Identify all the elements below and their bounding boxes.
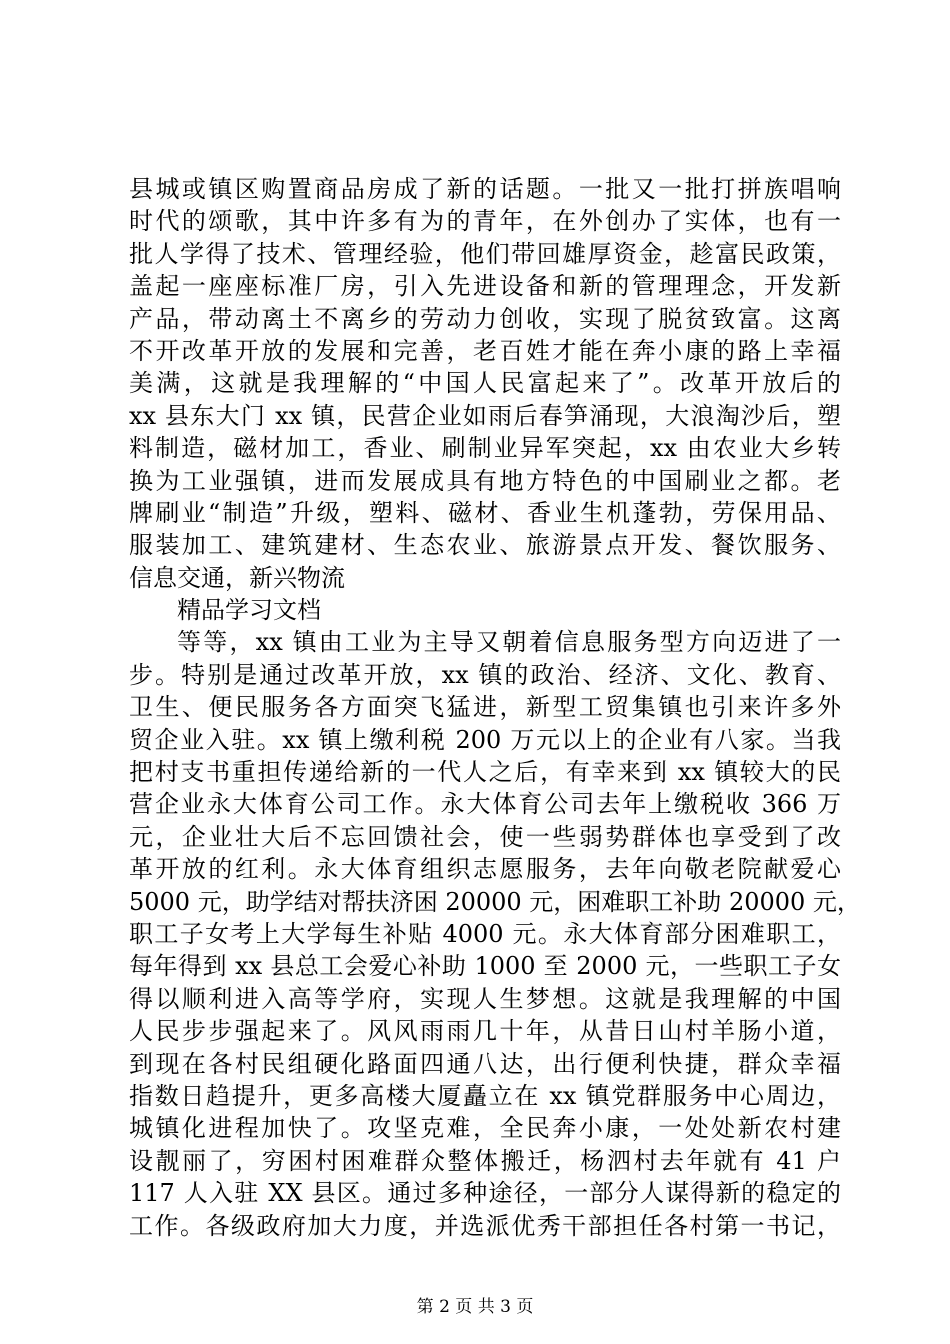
document-body (129, 173, 861, 1242)
text-line: 指数日趋提升，更多高楼大厦矗立在 xx 镇党群服务中心周边， (129, 1081, 841, 1110)
text-line: 5000 元，助学结对帮扶济困 20000 元，困难职工补助 20000 元， (129, 887, 861, 916)
text-line: 设靓丽了，穷困村困难群众整体搬迁，杨泗村去年就有 41 户 (129, 1146, 841, 1175)
text-line: 产品，带动离土不离乡的劳动力创收，实现了脱贫致富。这离 (129, 304, 841, 333)
text-line: 117 人入驻 XX 县区。通过多种途径，一部分人谋得新的稳定的 (129, 1179, 841, 1208)
text-line: 牌刷业“制造”升级，塑料、磁材、香业生机蓬勃，劳保用品、 (129, 498, 841, 527)
text-line: 时代的颂歌，其中许多有为的青年，在外创办了实体，也有一 (129, 207, 841, 236)
text-line: 元，企业壮大后不忘回馈社会，使一些弱势群体也享受到了改 (129, 822, 841, 851)
text-line: 贸企业入驻。xx 镇上缴利税 200 万元以上的企业有八家。当我 (129, 725, 841, 754)
text-line: 工作。各级政府加大力度，并选派优秀干部担任各村第一书记， (129, 1211, 841, 1240)
text-line: 到现在各村民组硬化路面四通八达，出行便利快捷，群众幸福 (129, 1049, 841, 1078)
paragraph-1 (129, 173, 841, 594)
text-line: 革开放的红利。永大体育组织志愿服务，去年向敬老院献爱心 (129, 855, 841, 884)
text-line: 等等，xx 镇由工业为主导又朝着信息服务型方向迈进了一 (177, 628, 841, 657)
text-line: 职工子女考上大学每生补贴 4000 元。永大体育部分困难职工， (129, 919, 841, 948)
text-line: 信息交通，新兴物流 (129, 563, 345, 592)
text-line: 营企业永大体育公司工作。永大体育公司去年上缴税收 366 万 (129, 790, 841, 819)
text-line: 批人学得了技术、管理经验，他们带回雄厚资金，趁富民政策， (129, 239, 841, 268)
text-line: 把村支书重担传递给新的一代人之后，有幸来到 xx 镇较大的民 (129, 758, 841, 787)
text-line: 换为工业强镇，进而发展成具有地方特色的中国刷业之都。老 (129, 466, 841, 495)
text-line: 料制造，磁材加工，香业、刷制业异军突起，xx 由农业大乡转 (129, 434, 841, 463)
page-footer: 第 2 页 共 3 页 (416, 1297, 534, 1317)
text-line: 盖起一座座标准厂房，引入先进设备和新的管理理念，开发新 (129, 272, 841, 301)
text-line: 每年得到 xx 县总工会爱心补助 1000 至 2000 元，一些职工子女 (129, 952, 841, 981)
text-line: 人民步步强起来了。风风雨雨几十年，从昔日山村羊肠小道， (129, 1017, 841, 1046)
text-line: 步。特别是通过改革开放，xx 镇的政治、经济、文化、教育、 (129, 660, 841, 689)
text-line: 不开改革开放的发展和完善，老百姓才能在奔小康的路上幸福 (129, 336, 841, 365)
text-line: 美满，这就是我理解的“中国人民富起来了”。改革开放后的 (129, 369, 841, 398)
text-line: 服装加工、建筑建材、生态农业、旅游景点开发、餐饮服务、 (129, 531, 841, 560)
text-line: 城镇化进程加快了。攻坚克难，全民奔小康，一处处新农村建 (129, 1114, 841, 1143)
text-line: 得以顺利进入高等学府，实现人生梦想。这就是我理解的中国 (129, 984, 841, 1013)
text-line: 卫生、便民服务各方面突飞猛进，新型工贸集镇也引来许多外 (129, 693, 841, 722)
text-line: 县城或镇区购置商品房成了新的话题。一批又一批打拼族唱响 (129, 175, 841, 203)
text-line: xx 县东大门 xx 镇，民营企业如雨后春笋涌现，大浪淘沙后，塑 (129, 401, 841, 430)
watermark-line: 精品学习文档 (177, 596, 321, 625)
paragraph-2 (129, 626, 861, 1241)
